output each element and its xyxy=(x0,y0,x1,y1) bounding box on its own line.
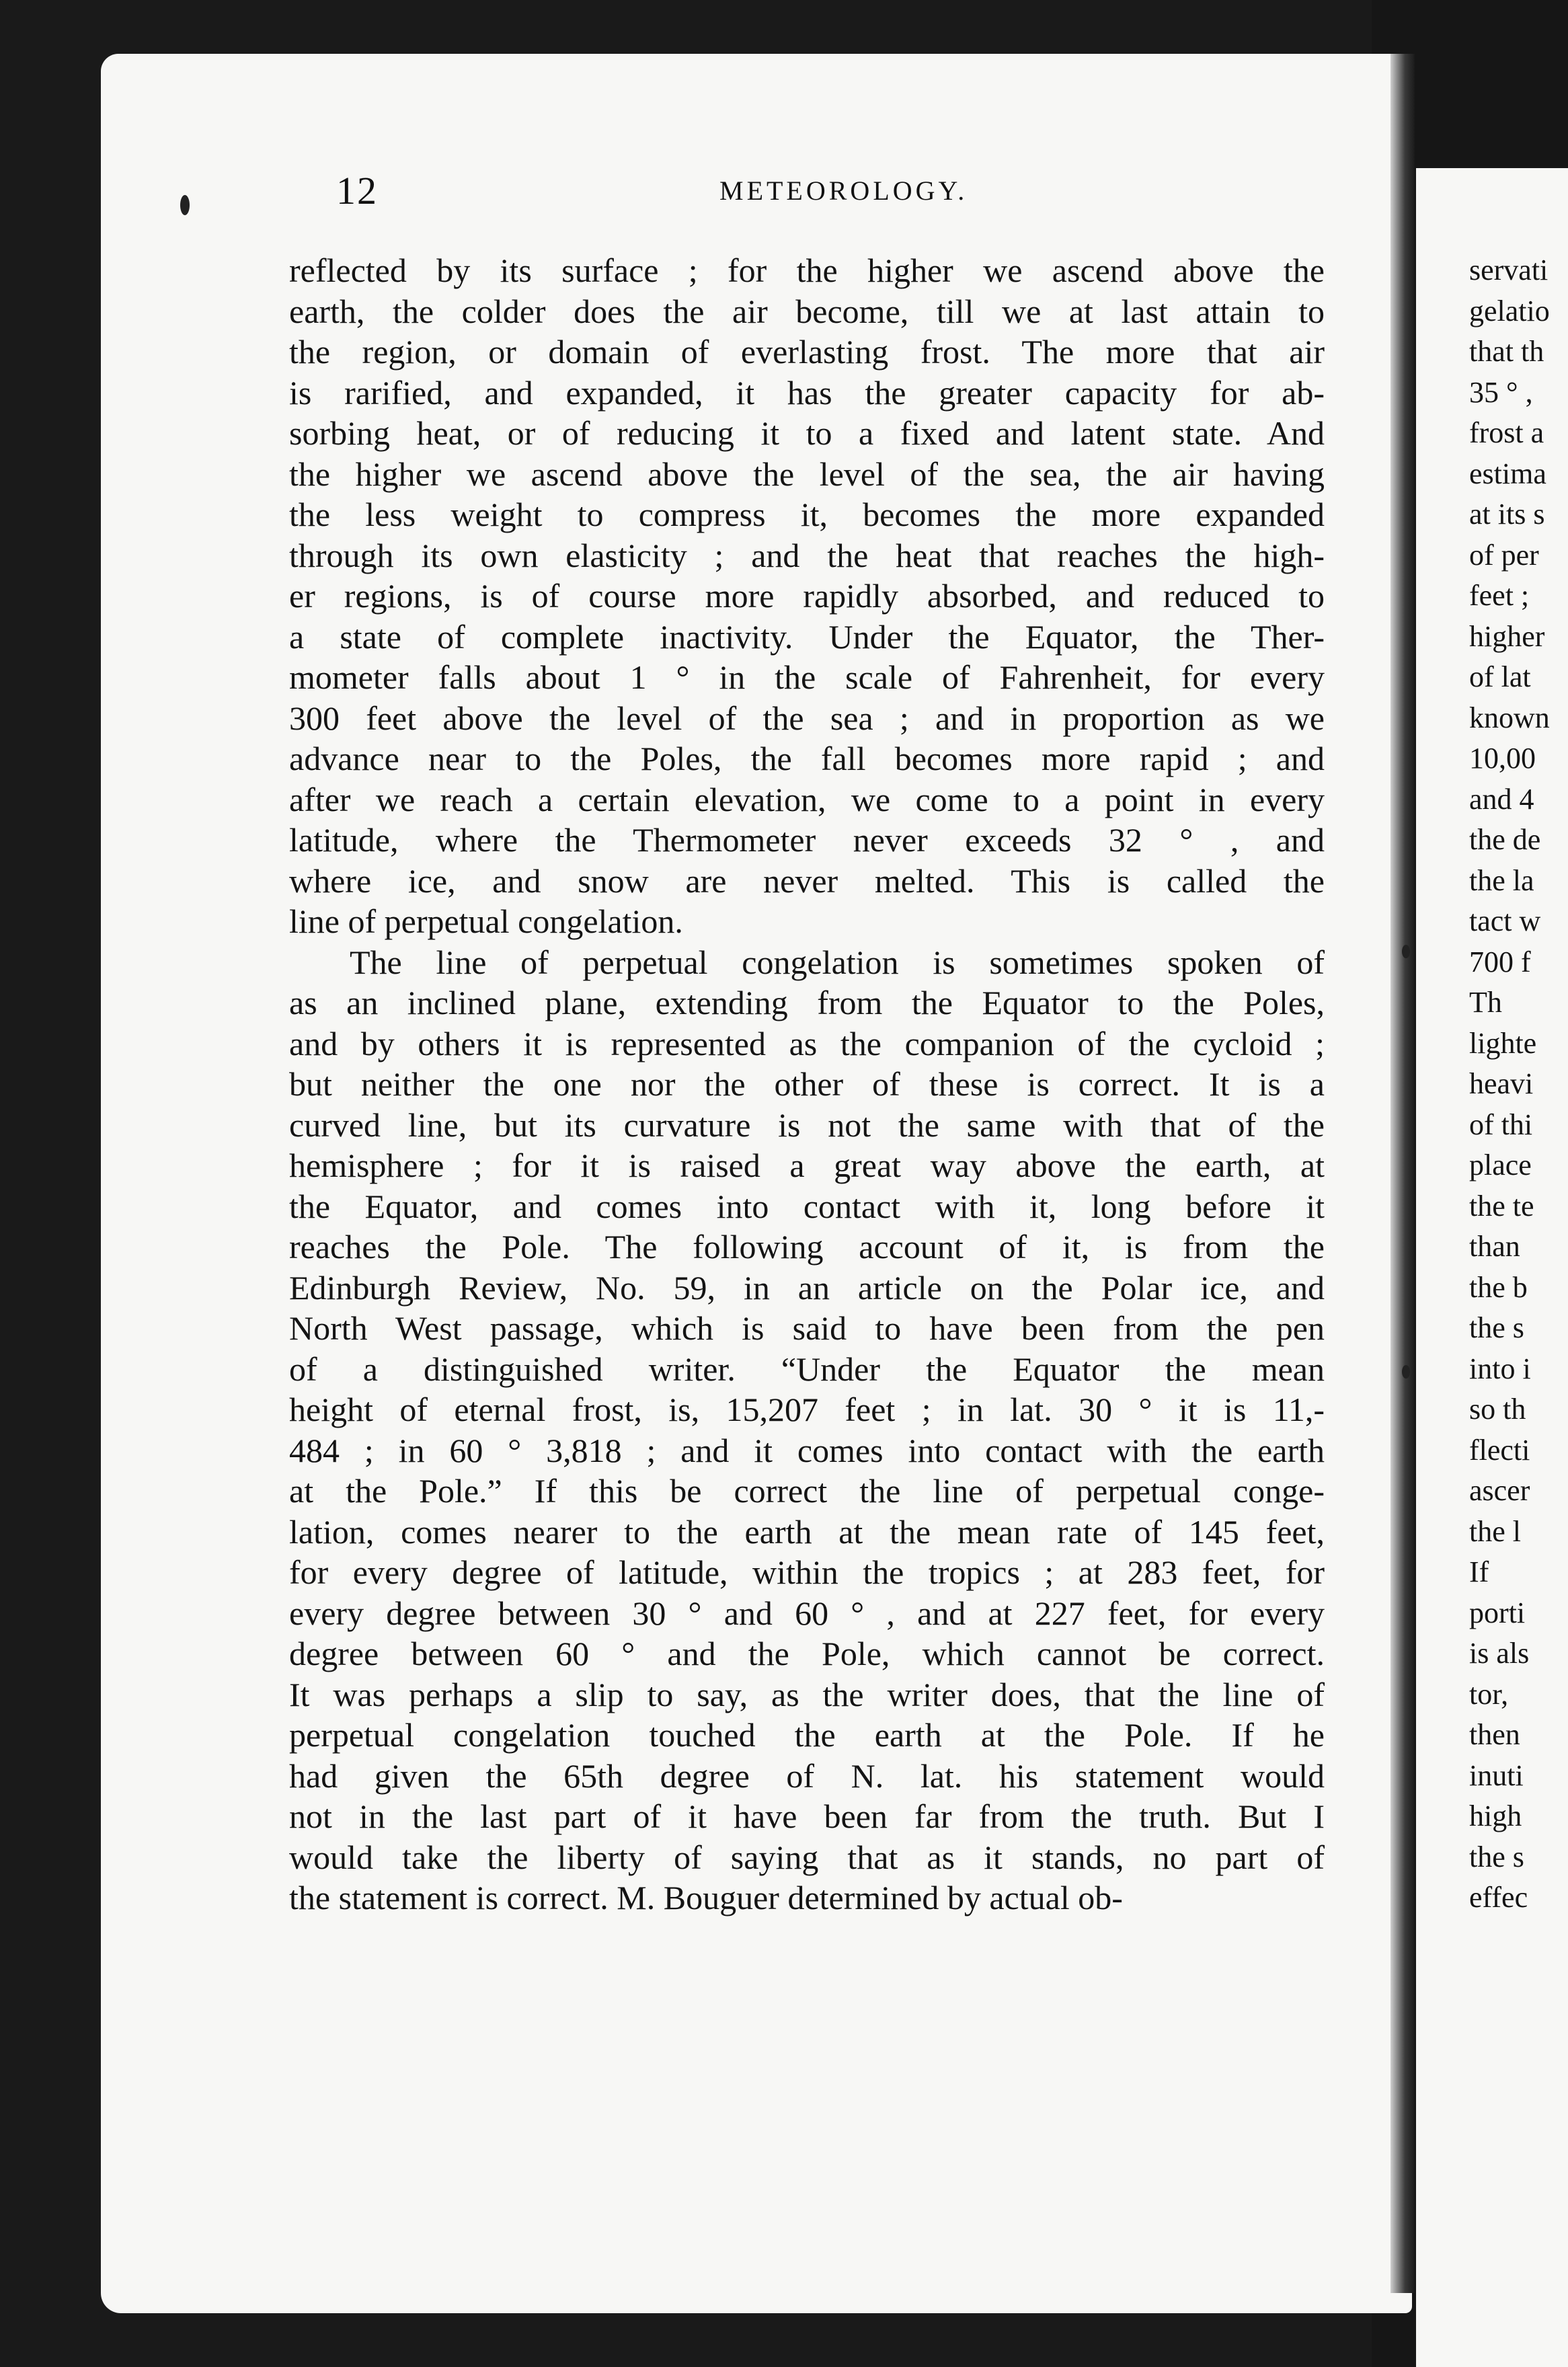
right-page-line: the l xyxy=(1469,1514,1521,1548)
scan-border-bottom xyxy=(0,2306,1568,2367)
text-line: of a distinguished writer. “Under the Equator the mean xyxy=(289,1350,1325,1388)
text-line: 484 ; in 60 ° 3,818 ; and it comes into contact with the earth xyxy=(289,1431,1325,1469)
text-line: North West passage, which is said to have been from the pen xyxy=(289,1309,1325,1347)
right-page-line: lighte xyxy=(1469,1026,1537,1060)
text-line: the Equator, and comes into contact with it, long before it xyxy=(289,1187,1325,1225)
right-page-line: gelatio xyxy=(1469,294,1550,327)
text-line: at the Pole.” If this be correct the line of perpetual conge- xyxy=(289,1472,1325,1510)
right-page-text xyxy=(1469,250,1563,1918)
text-line: as an inclined plane, extending from the Equator to the Poles, xyxy=(289,984,1325,1021)
right-page-line: inuti xyxy=(1469,1758,1524,1792)
right-page-line: at its s xyxy=(1469,498,1545,531)
right-page-line: heavi xyxy=(1469,1067,1534,1100)
scan-speck xyxy=(1402,1365,1410,1379)
page-header xyxy=(0,168,1372,222)
right-page-line: then xyxy=(1469,1718,1520,1751)
right-page-line: the la xyxy=(1469,863,1534,897)
text-line: earth, the colder does the air become, till we at last attain to xyxy=(289,292,1325,330)
text-line: where ice, and snow are never melted. This is called the xyxy=(289,861,1325,900)
right-page-line: If xyxy=(1469,1555,1489,1588)
right-page-line: Th xyxy=(1469,986,1502,1019)
text-line: had given the 65th degree of N. lat. his statement would xyxy=(289,1756,1325,1795)
text-line: Edinburgh Review, No. 59, in an article on the Polar ice, and xyxy=(289,1268,1325,1307)
right-page-line: place xyxy=(1469,1149,1532,1181)
right-page-line: high xyxy=(1469,1799,1522,1832)
right-page-line: feet ; xyxy=(1469,579,1530,612)
text-line: would take the liberty of saying that as it stands, no part of xyxy=(289,1838,1325,1876)
text-line: degree between 60 ° and the Pole, which cannot be correct. xyxy=(289,1635,1325,1672)
right-page-line: than xyxy=(1469,1230,1520,1263)
right-page-line: 700 f xyxy=(1469,945,1531,978)
text-line: advance near to the Poles, the fall becomes more rapid ; and xyxy=(289,740,1325,777)
right-page-line: 35 ° , xyxy=(1469,375,1533,409)
text-line: the region, or domain of everlasting frost. The more that air xyxy=(289,333,1325,371)
scan-speck xyxy=(180,195,190,215)
text-line: the less weight to compress it, becomes the more expanded xyxy=(289,496,1325,533)
right-page-line: the s xyxy=(1469,1840,1524,1873)
text-line: sorbing heat, or of reducing it to a fixed and latent state. And xyxy=(289,414,1325,452)
text-line: hemisphere ; for it is raised a great way above the earth, at xyxy=(289,1147,1325,1184)
right-page-line: into i xyxy=(1469,1352,1531,1385)
text-line: reaches the Pole. The following account of it, is from the xyxy=(289,1228,1325,1266)
right-page-line: is als xyxy=(1469,1637,1530,1670)
text-line: er regions, is of course more rapidly absorbed, and reduced to xyxy=(289,577,1325,615)
text-line: 300 feet above the level of the sea ; and in proportion as we xyxy=(289,699,1325,737)
scan-border-top xyxy=(0,0,1568,61)
text-line: latitude, where the Thermometer never exceeds 32 ° , and xyxy=(289,821,1325,859)
right-page-line: estima xyxy=(1469,457,1546,490)
right-page-line: and 4 xyxy=(1469,782,1534,816)
right-page-line: frost a xyxy=(1469,416,1544,449)
right-page-line: the b xyxy=(1469,1270,1528,1304)
right-page-line: so th xyxy=(1469,1393,1526,1426)
text-line: the higher we ascend above the level of the sea, the air having xyxy=(289,455,1325,493)
text-line: a state of complete inactivity. Under the Equator, the Ther- xyxy=(289,617,1325,656)
right-page-line: 10,00 xyxy=(1469,742,1536,775)
text-line: but neither the one nor the other of these is correct. It is a xyxy=(289,1065,1325,1103)
right-page-line: ascer xyxy=(1469,1474,1530,1507)
text-line: the statement is correct. M. Bouguer determined by actual ob- xyxy=(289,1879,1123,1916)
text-line: It was perhaps a slip to say, as the writer does, that the line of xyxy=(289,1675,1325,1713)
text-line: after we reach a certain elevation, we come to a point in every xyxy=(289,780,1325,818)
right-page-line: higher xyxy=(1469,619,1545,653)
right-page-line: the de xyxy=(1469,823,1541,856)
text-line: height of eternal frost, is, 15,207 feet ; in lat. 30 ° it is 11,- xyxy=(289,1391,1325,1428)
text-line: through its own elasticity ; and the heat that reaches the high- xyxy=(289,536,1325,574)
right-page-line: porti xyxy=(1469,1596,1526,1629)
right-page-line: the s xyxy=(1469,1311,1524,1344)
right-page-line: of lat xyxy=(1469,660,1531,693)
right-page-line: tor, xyxy=(1469,1677,1509,1711)
right-page-line: flecti xyxy=(1469,1433,1530,1467)
text-line: every degree between 30 ° and 60 ° , and at 227 feet, for every xyxy=(289,1594,1325,1632)
text-line: reflected by its surface ; for the higher we ascend above the xyxy=(289,251,1325,289)
text-line: line of perpetual congelation. xyxy=(289,902,683,940)
right-page-line: of per xyxy=(1469,538,1539,572)
text-line: and by others it is represented as the companion of the cycloid ; xyxy=(289,1024,1325,1062)
text-line: curved line, but its curvature is not the same with that of the xyxy=(289,1105,1325,1144)
right-page-line: that th xyxy=(1469,335,1544,368)
right-page-line: known xyxy=(1469,701,1550,734)
running-head: METEOROLOGY. xyxy=(719,176,968,206)
right-page-line: tact w xyxy=(1469,904,1541,937)
page-number: 12 xyxy=(336,169,378,212)
right-page-line: the te xyxy=(1469,1189,1534,1223)
right-page-line: effec xyxy=(1469,1881,1528,1914)
scan-speck xyxy=(1402,945,1410,958)
text-line: The line of perpetual congelation is sometimes spoken of xyxy=(350,943,1325,981)
text-line: is rarified, and expanded, it has the greater capacity for ab- xyxy=(289,373,1325,412)
text-line: lation, comes nearer to the earth at the mean rate of 145 feet, xyxy=(289,1512,1325,1551)
text-line: not in the last part of it have been far from the truth. But I xyxy=(289,1797,1325,1835)
book-gutter xyxy=(1390,54,1415,2293)
text-line: mometer falls about 1 ° in the scale of Fahrenheit, for every xyxy=(289,658,1325,696)
body-text xyxy=(289,250,1325,1918)
right-page-line: of thi xyxy=(1469,1108,1533,1141)
text-line: for every degree of latitude, within the tropics ; at 283 feet, for xyxy=(289,1553,1325,1591)
text-line: perpetual congelation touched the earth at the Pole. If he xyxy=(289,1716,1325,1754)
right-page-line: servati xyxy=(1469,254,1549,286)
